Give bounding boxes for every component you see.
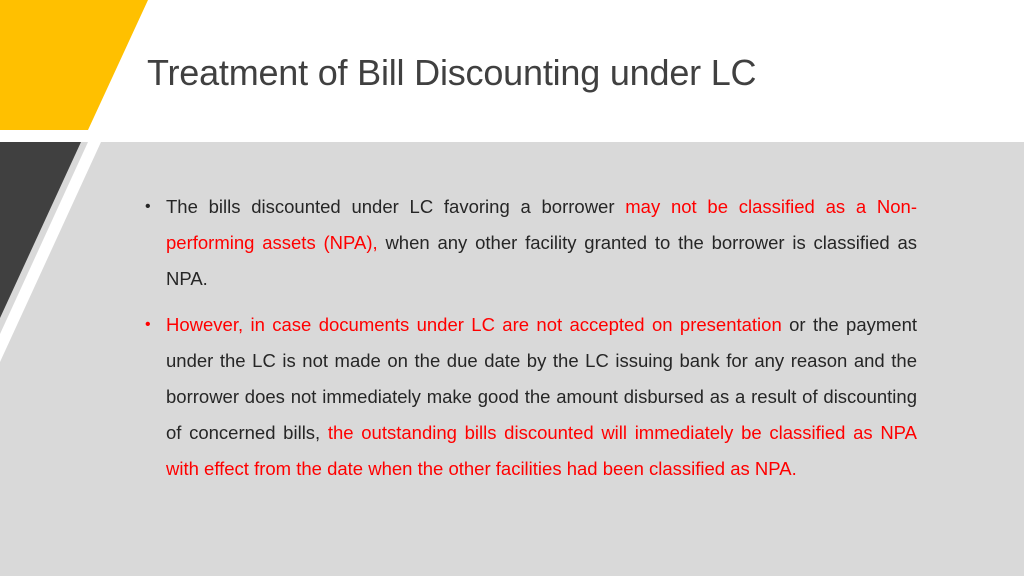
decorative-accent-shapes: [0, 0, 160, 576]
body-text: or the payment under the LC is not made on the due date by the LC issuing bank for any reason and the borrower does not immediately make good the amount disbursed as a result of discounting of concerned bills,: [166, 314, 917, 443]
highlighted-text: However, in case documents under LC are not accepted on presentation: [166, 314, 782, 335]
bullet-marker: •: [145, 316, 151, 333]
body-text: The bills discounted under LC favoring a borrower: [166, 196, 626, 217]
bullet-list: [145, 189, 917, 497]
yellow-accent-shape: [0, 0, 148, 130]
bullet-marker: •: [145, 198, 151, 215]
slide-title: Treatment of Bill Discounting under LC: [147, 52, 757, 93]
highlighted-text: may not be classified as a Non-performing assets (NPA),: [166, 196, 917, 253]
body-text: when any other facility granted to the borrower is classified as NPA.: [166, 232, 917, 289]
bullet-item: [145, 189, 917, 297]
highlighted-text: the outstanding bills discounted will immediately be classified as NPA with effect from the date when the other facilities had been classified as NPA.: [166, 422, 917, 479]
bullet-item: [145, 307, 917, 487]
dark-accent-shape: [0, 142, 81, 318]
